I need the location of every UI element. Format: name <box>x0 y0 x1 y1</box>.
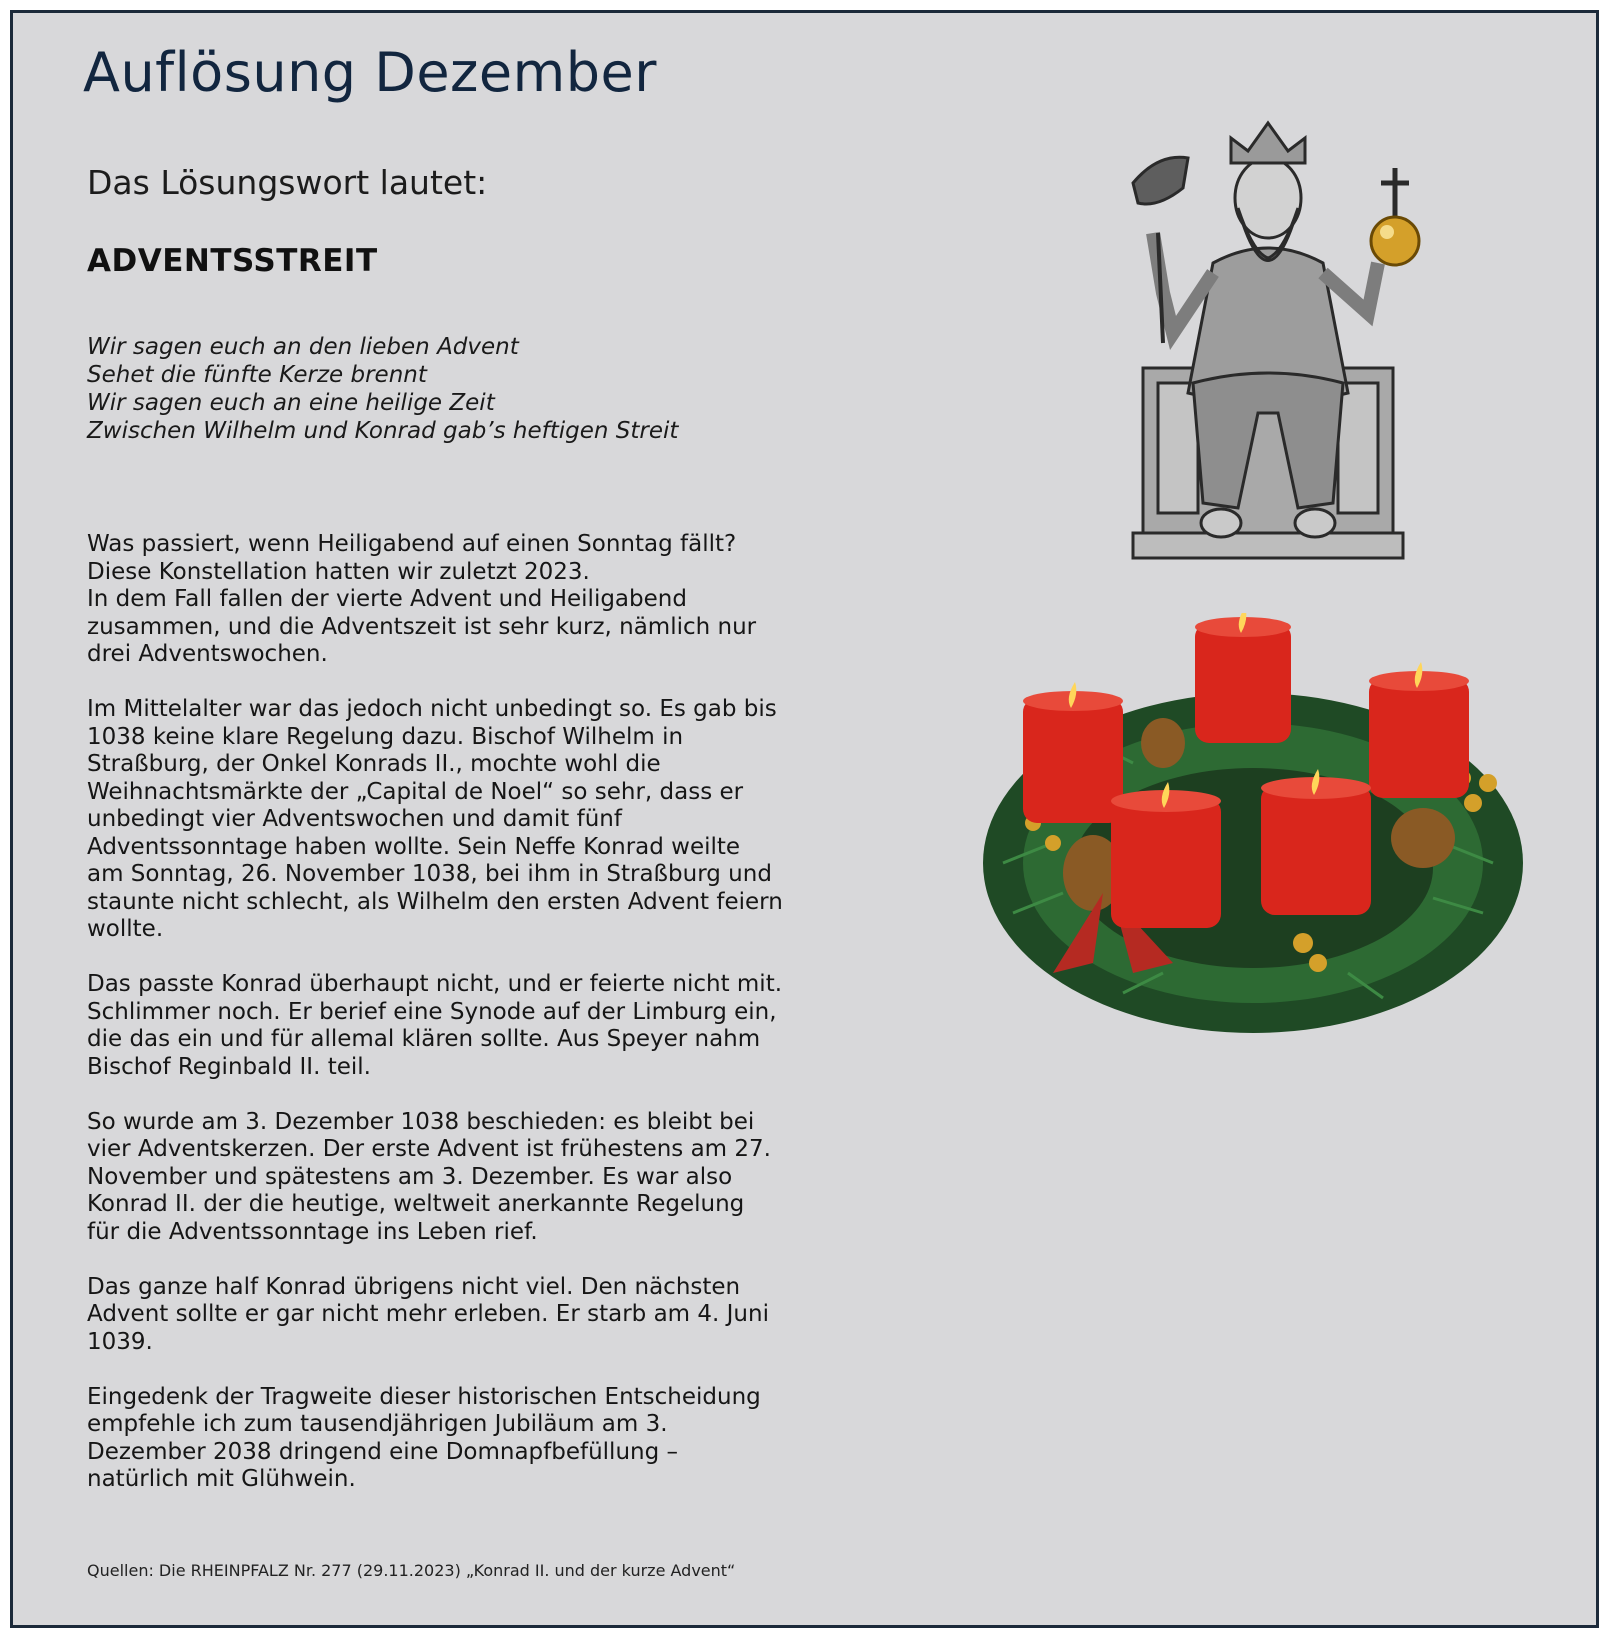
text-line: Advent sollte er gar nicht mehr erleben. Er starb am 4. Juni <box>87 1301 769 1327</box>
page-frame <box>10 10 1599 1628</box>
text-line: zusammen, und die Adventszeit ist sehr kurz, nämlich nur <box>87 613 757 640</box>
source-citation: Quellen: Die RHEINPFALZ Nr. 277 (29.11.2023) „Konrad II. und der kurze Advent“ <box>87 1561 736 1580</box>
text-line: Schlimmer noch. Er berief eine Synode auf der Limburg ein, <box>87 998 777 1025</box>
king-statue-image <box>1103 113 1433 573</box>
text-line: Adventssonntage haben wollte. Sein Neffe Konrad weilte <box>87 833 741 860</box>
text-line: So wurde am 3. Dezember 1038 beschieden: es bleibt bei <box>87 1108 755 1135</box>
text-line: Dezember 2038 dringend eine Domnapfbefüllung – <box>87 1438 679 1465</box>
text-line: am Sonntag, 26. November 1038, bei ihm in Straßburg und <box>87 861 772 887</box>
advent-wreath-image <box>973 613 1533 1073</box>
paragraph <box>87 696 847 944</box>
text-line: November und spätestens am 3. Dezember. Es war also <box>87 1163 733 1190</box>
text-line: Diese Konstellation hatten wir zuletzt 2023. <box>87 558 590 585</box>
paragraph <box>87 1109 847 1247</box>
text-line: 1038 keine klare Regelung dazu. Bischof Wilhelm in <box>87 723 684 750</box>
text-line: Konrad II. der die heutige, weltweit anerkannte Regelung <box>87 1191 745 1217</box>
text-line: Straßburg, der Onkel Konrads II., mochte wohl die <box>87 751 661 777</box>
text-line: 1039. <box>87 1328 153 1355</box>
text-line: Eingedenk der Tragweite dieser historischen Entscheidung <box>87 1383 761 1410</box>
paragraph <box>87 971 847 1081</box>
text-line: die das ein und für allemal klären sollte. Aus Speyer nahm <box>87 1026 761 1052</box>
text-line: Das passte Konrad überhaupt nicht, und er feierte nicht mit. <box>87 971 783 997</box>
poem-line: Wir sagen euch an eine heilige Zeit <box>87 390 495 416</box>
text-line: Was passiert, wenn Heiligabend auf einen Sonntag fällt? <box>87 531 737 557</box>
text-line: Das ganze half Konrad übrigens nicht viel. Den nächsten <box>87 1273 741 1300</box>
text-line: In dem Fall fallen der vierte Advent und Heiligabend <box>87 586 687 612</box>
paragraph <box>87 1384 847 1494</box>
text-line: für die Adventssonntage ins Leben rief. <box>87 1218 538 1245</box>
text-line: drei Adventswochen. <box>87 641 328 667</box>
paragraph <box>87 531 847 669</box>
text-line: natürlich mit Glühwein. <box>87 1466 356 1492</box>
text-line: empfehle ich zum tausendjährigen Jubiläum am 3. <box>87 1411 668 1437</box>
poem-line: Sehet die fünfte Kerze brennt <box>87 362 427 388</box>
page-title: Auflösung Dezember <box>83 41 657 104</box>
text-line: vier Adventskerzen. Der erste Advent ist frühestens am 27. <box>87 1136 771 1162</box>
text-line: Weihnachtsmärkte der „Capital de Noel“ so sehr, dass er <box>87 778 744 805</box>
text-line: wollte. <box>87 916 164 942</box>
solution-word: ADVENTSSTREIT <box>87 243 378 279</box>
text-line: staunte nicht schlecht, als Wilhelm den ersten Advent feiern <box>87 888 783 915</box>
poem <box>87 333 678 445</box>
text-line: unbedingt vier Adventswochen und damit fünf <box>87 806 622 832</box>
poem-line: Wir sagen euch an den lieben Advent <box>87 334 519 360</box>
text-line: Im Mittelalter war das jedoch nicht unbedingt so. Es gab bis <box>87 696 777 722</box>
solution-label: Das Lösungswort lautet: <box>87 163 488 202</box>
paragraph <box>87 1274 847 1357</box>
poem-line: Zwischen Wilhelm und Konrad gab’s heftigen Streit <box>87 418 679 444</box>
text-line: Bischof Reginbald II. teil. <box>87 1053 371 1080</box>
article-body <box>87 531 847 1521</box>
